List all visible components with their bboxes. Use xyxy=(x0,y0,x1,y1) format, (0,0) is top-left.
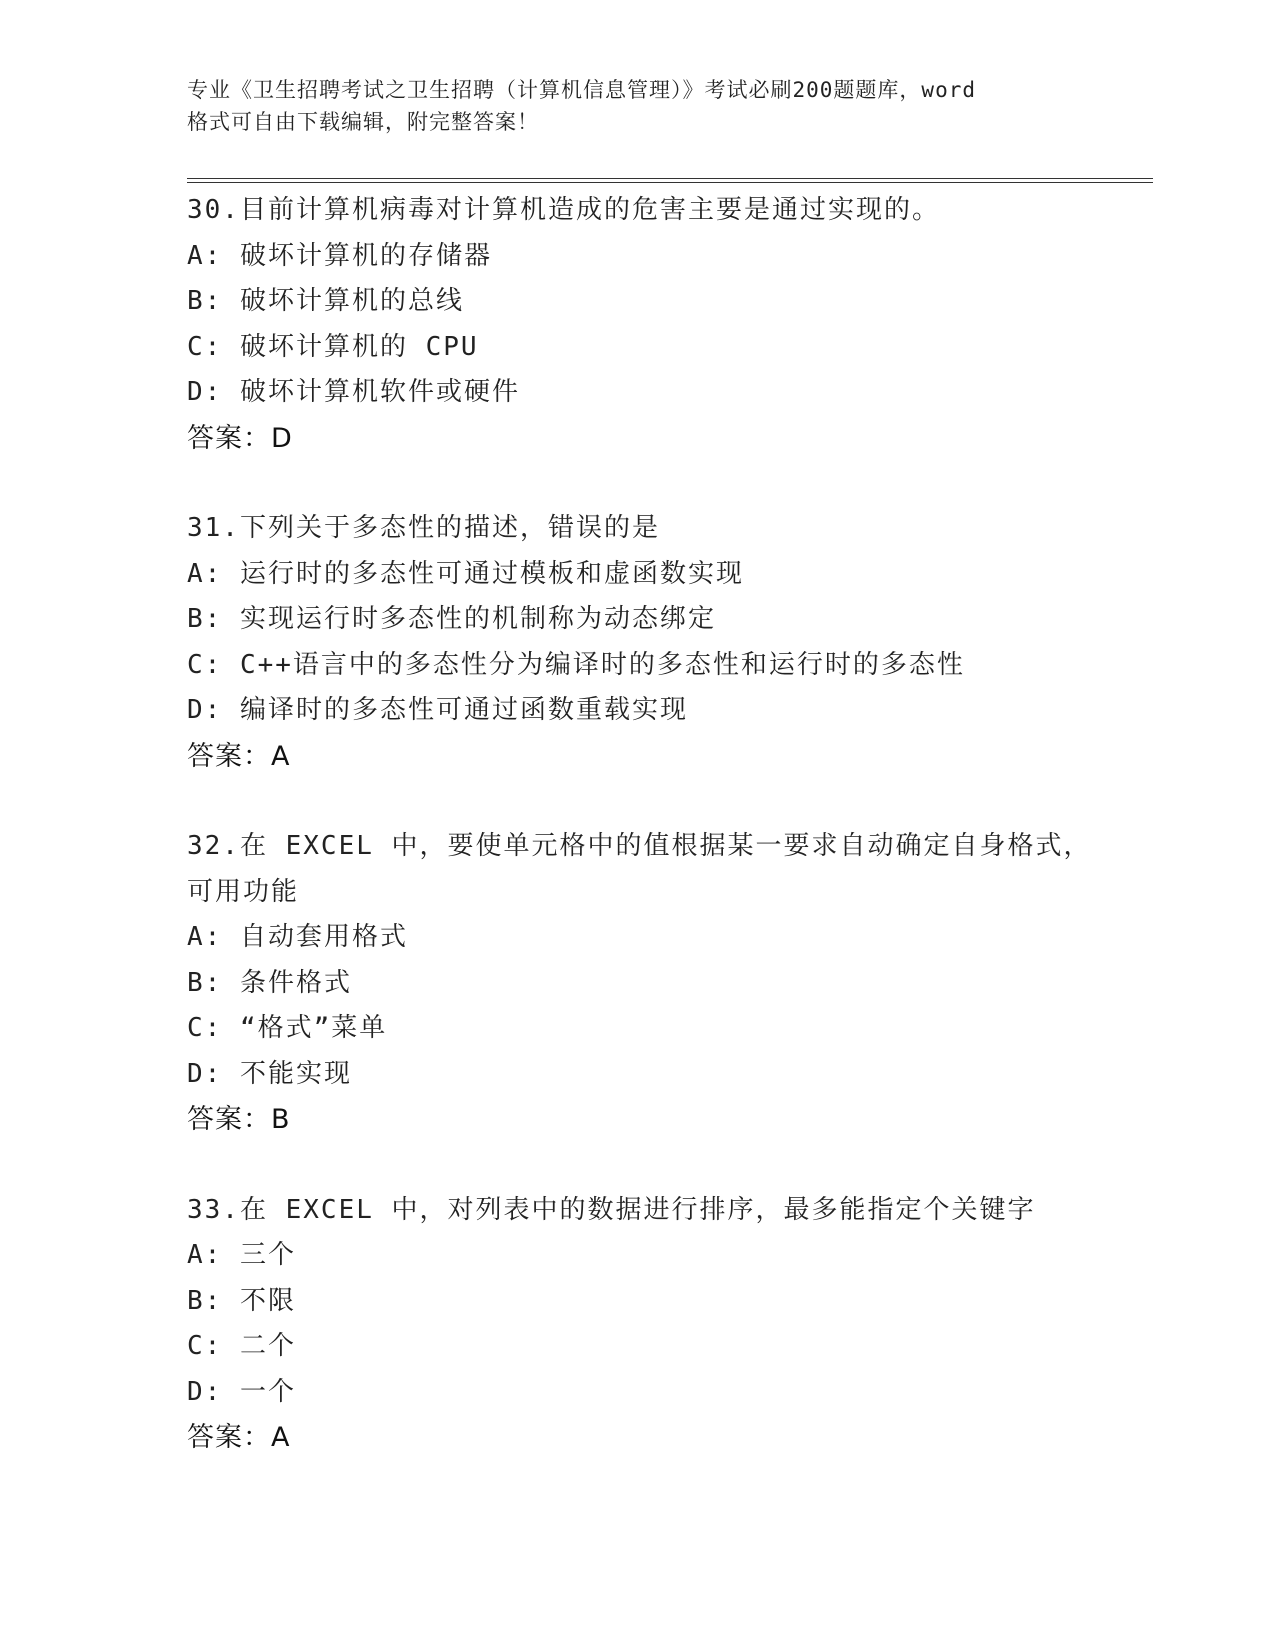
answer-line: 答案：A xyxy=(187,1422,291,1453)
answer-line: 答案：D xyxy=(187,422,293,454)
question-stem-continued: 可用功能 xyxy=(187,876,300,907)
option-d: D: 编译时的多态性可通过函数重载实现 xyxy=(187,695,688,725)
question-32 xyxy=(187,824,1107,1143)
option-b: B: 破坏计算机的总线 xyxy=(187,286,464,316)
option-a: A: 运行时的多态性可通过模板和虚函数实现 xyxy=(187,558,744,589)
question-33 xyxy=(187,1188,1107,1461)
header-line-2: 格式可自由下载编辑，附完整答案！ xyxy=(187,110,539,134)
document-header xyxy=(187,74,1087,138)
option-a: A: 自动套用格式 xyxy=(187,922,408,952)
option-b: B: 不限 xyxy=(187,1285,296,1316)
option-a: A: 破坏计算机的存储器 xyxy=(187,240,492,271)
option-b: B: 条件格式 xyxy=(187,967,352,998)
option-d: D: 不能实现 xyxy=(187,1058,352,1089)
option-c: C: 破坏计算机的 CPU xyxy=(187,331,479,362)
option-d: D: 破坏计算机软件或硬件 xyxy=(187,377,520,407)
question-stem: 30.目前计算机病毒对计算机造成的危害主要是通过实现的。 xyxy=(187,195,940,225)
question-list xyxy=(187,188,1107,1461)
answer-line: 答案：A xyxy=(187,740,291,772)
option-c: C: “格式”菜单 xyxy=(187,1013,388,1043)
option-b: B: 实现运行时多态性的机制称为动态绑定 xyxy=(187,604,716,634)
option-c: C: C++语言中的多态性分为编译时的多态性和运行时的多态性 xyxy=(187,649,965,680)
question-31 xyxy=(187,506,1107,779)
header-line-1: 专业《卫生招聘考试之卫生招聘（计算机信息管理）》考试必刷200题题库，word xyxy=(187,78,976,102)
option-c: C: 二个 xyxy=(187,1331,296,1361)
option-a: A: 三个 xyxy=(187,1240,296,1270)
question-stem: 31.下列关于多态性的描述，错误的是 xyxy=(187,513,660,543)
header-divider xyxy=(187,178,1153,183)
answer-line: 答案：B xyxy=(187,1104,291,1135)
question-stem: 33.在 EXCEL 中，对列表中的数据进行排序，最多能指定个关键字 xyxy=(187,1194,1036,1225)
question-stem: 32.在 EXCEL 中，要使单元格中的值根据某一要求自动确定自身格式， xyxy=(187,831,1092,861)
option-d: D: 一个 xyxy=(187,1376,296,1407)
question-30 xyxy=(187,188,1107,461)
